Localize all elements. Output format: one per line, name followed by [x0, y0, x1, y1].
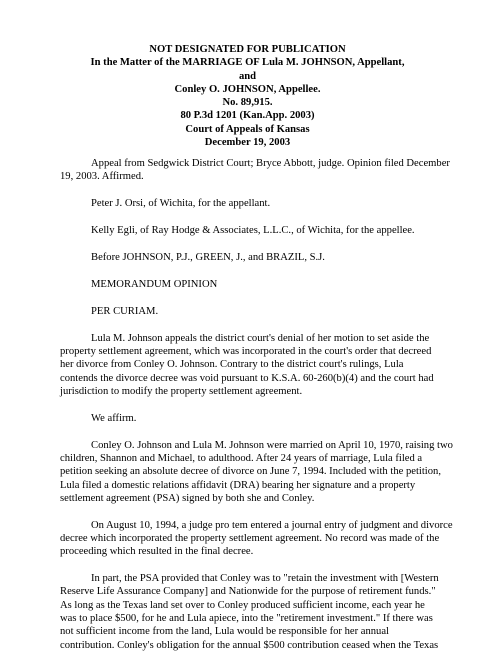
opinion-type-paragraph [60, 278, 442, 291]
paragraph-line: not sufficient income from the land, Lula would be responsible for her annual [60, 626, 390, 638]
paragraph-line: property settlement agreement, which was incorporated in the court's order that decreed [60, 345, 432, 357]
per-curiam-paragraph [60, 305, 442, 318]
publication-notice: NOT DESIGNATED FOR PUBLICATION [149, 44, 346, 55]
docket-number: No. 89,915. [222, 97, 273, 109]
paragraph-line: PER CURIAM. [91, 305, 159, 317]
court-name: Court of Appeals of Kansas [185, 123, 310, 135]
case-title-and: and [238, 70, 257, 82]
paragraph-line: Lula M. Johnson appeals the district court's denial of her motion to set aside the [91, 332, 430, 344]
citation: 80 P.3d 1201 (Kan.App. 2003) [180, 110, 315, 122]
paragraph-line: decree which incorporated the property settlement agreement. No record was made of the [60, 532, 440, 544]
paragraph-line: proceeding which resulted in the final decree. [60, 546, 254, 558]
paragraph-line: 19, 2003. Affirmed. [60, 171, 144, 183]
paragraph-line: Conley O. Johnson and Lula M. Johnson were married on April 10, 1970, raising two [91, 439, 453, 451]
appeal-paragraph [60, 157, 450, 184]
panel-paragraph [60, 251, 442, 264]
paragraph-line: petition seeking an absolute decree of divorce on June 7, 1994. Included with the petition, [60, 466, 441, 478]
paragraph-line: jurisdiction to modify the property settlement agreement. [60, 385, 303, 397]
appellant-counsel-paragraph [60, 197, 442, 210]
paragraph-line: children, Shannon and Michael, to adulthood. After 24 years of marriage, Lula filed a [60, 452, 423, 464]
appellee-counsel-paragraph [60, 224, 442, 237]
paragraph-line: We affirm. [91, 412, 137, 424]
paragraph-line: Before JOHNSON, P.J., GREEN, J., and BRAZIL, S.J. [91, 251, 325, 263]
paragraph-line: her divorce from Conley O. Johnson. Contrary to the district court's rulings, Lula [60, 359, 404, 371]
case-title-appellant: In the Matter of the MARRIAGE OF Lula M. JOHNSON, Appellant, [90, 57, 405, 69]
paragraph-line: Peter J. Orsi, of Wichita, for the appellant. [91, 198, 271, 210]
paragraph-line: On August 10, 1994, a judge pro tem entered a journal entry of judgment and divorce [91, 519, 453, 531]
paragraph-line: Appeal from Sedgwick District Court; Bryce Abbott, judge. Opinion filed December [91, 158, 450, 169]
paragraph-line: In part, the PSA provided that Conley was to "retain the investment with [Western [91, 573, 439, 585]
paragraph-line: was to place $500, for he and Lula apiece, into the "retirement investment." If there was [60, 613, 433, 625]
paragraph-line: settlement agreement (PSA) signed by both she and Conley. [60, 492, 315, 504]
paragraph-line: Lula filed a domestic relations affidavit (DRA) bearing her signature and a property [60, 479, 416, 491]
paragraph-line: contends the divorce decree was void pursuant to K.S.A. 60-260(b)(4) and the court had [60, 372, 434, 384]
paragraph-line: Reserve Life Assurance Company] and Nationwide for the purpose of retirement funds." [60, 586, 436, 598]
document-body [60, 157, 453, 666]
paragraph-line: As long as the Texas land set over to Conley produced sufficient income, each year he [60, 599, 425, 611]
appeal-summary-paragraph [60, 332, 442, 398]
disposition-paragraph [60, 412, 442, 425]
paragraph-line: contribution. Conley's obligation for the annual $500 contribution ceased when the Texas [60, 639, 439, 651]
case-title-appellee: Conley O. JOHNSON, Appellee. [174, 83, 321, 95]
paragraph-line: MEMORANDUM OPINION [91, 278, 218, 290]
document-heading [60, 43, 435, 149]
background-paragraph [60, 439, 453, 505]
decision-date: December 19, 2003 [204, 137, 291, 149]
paragraph-line: Kelly Egli, of Ray Hodge & Associates, L.L.C., of Wichita, for the appellee. [91, 225, 415, 237]
decree-paragraph [60, 519, 453, 559]
